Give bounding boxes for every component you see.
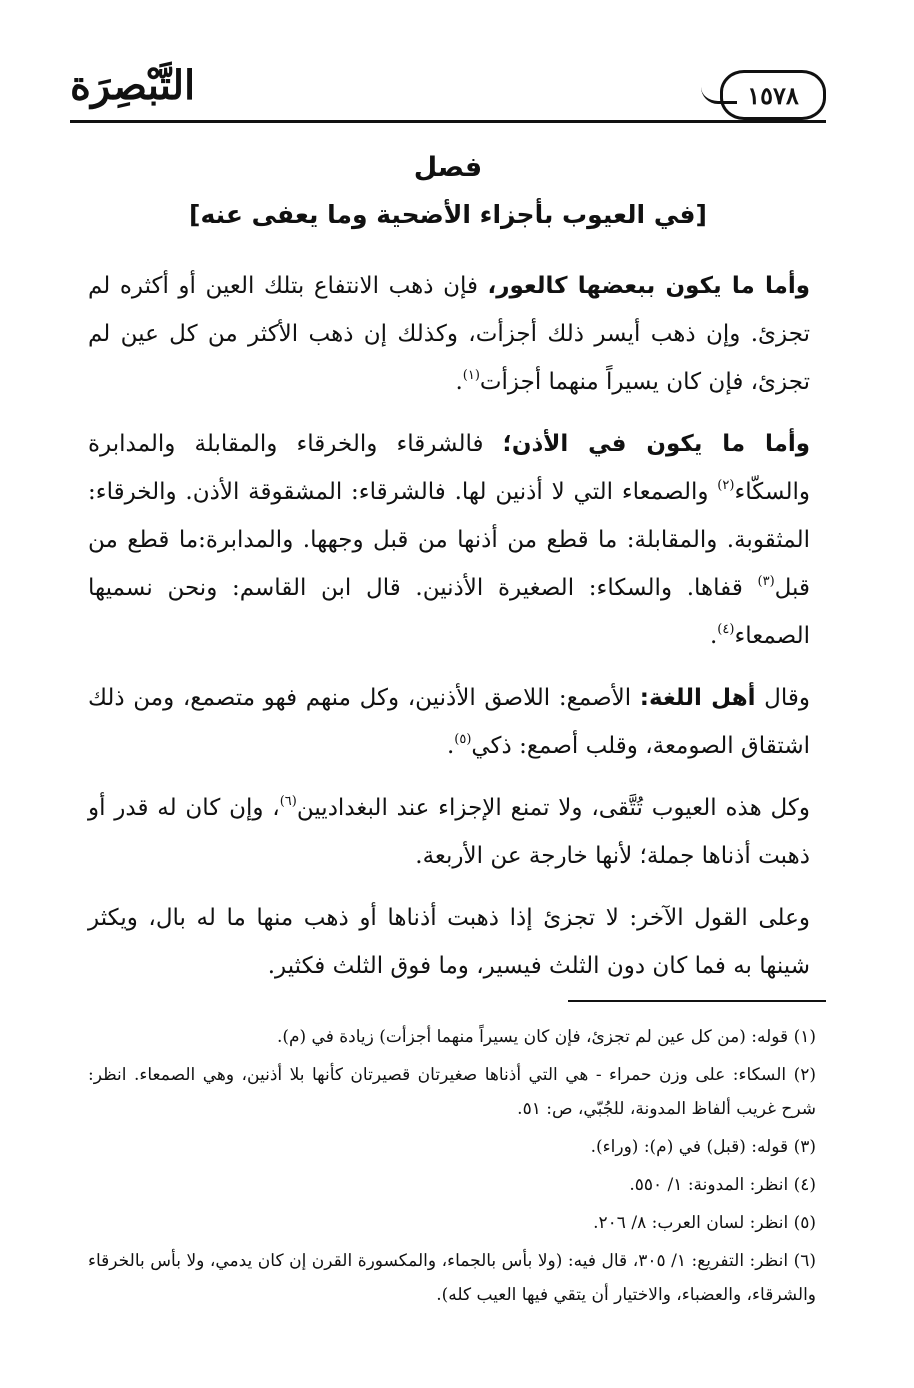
footnote-6: (٦) انظر: التفريع: ١/ ٣٠٥، قال فيه: (ولا بأس بالجماء، والمكسورة القرن إن كان يدمي، ولا بأس بالخرقاء والشرقاء، والعضباء، والاختيار أن يتقي فيها العيب كله). xyxy=(88,1251,816,1305)
header-divider xyxy=(70,120,826,123)
footnote-ref: (٥) xyxy=(454,732,472,747)
paragraph-5: وعلى القول الآخر: لا تجزئ إذا ذهبت أذناها أو ذهب منها ما له بال، ويكثر شينها به فما كان دون الثلث فيسير، وما فوق الثلث فكثير. xyxy=(88,905,810,979)
paragraph-4 xyxy=(88,784,810,880)
paragraph-end: . xyxy=(446,733,455,759)
main-text xyxy=(88,262,810,1004)
page-header xyxy=(70,58,826,124)
footnote-ref: (١) xyxy=(462,368,480,383)
footnote-1: (١) قوله: (من كل عين لم تجزئ، فإن كان يسيراً منهما أجزأت) زيادة في (م). xyxy=(276,1027,816,1047)
paragraph-lead: أهل اللغة: xyxy=(639,685,756,711)
paragraph-2 xyxy=(88,420,810,660)
paragraph-lead: وأما ما يكون ببعضها كالعور، xyxy=(487,273,811,299)
paragraph-1 xyxy=(88,262,810,406)
paragraph-end: . xyxy=(709,623,718,649)
book-title-logo: التَّبْصِرَة xyxy=(70,62,196,109)
footnote-ref: (٣) xyxy=(757,574,775,589)
paragraph-text: قفاها. والسكاء: الصغيرة الأذنين. قال ابن القاسم: ونحن نسميها الصمعاء xyxy=(88,575,810,649)
footnote-ref: (٢) xyxy=(717,478,735,493)
footnote-ref: (٤) xyxy=(717,622,735,637)
footnote-2: (٢) السكاء: على وزن حمراء - هي التي أذناها صغيرتان قصيرتان كأنها بلا أذنين، وهي الصمعاء. انظر: شرح غريب ألفاظ المدونة، للجُبّي، ص: ٥١. xyxy=(88,1065,816,1119)
paragraph-text: وقال xyxy=(755,685,810,711)
paragraph-text: وكل هذه العيوب تُتَّقى، ولا تمنع الإجزاء عند البغداديين xyxy=(296,795,810,821)
footnote-ref: (٦) xyxy=(279,794,297,809)
paragraph-3 xyxy=(88,674,810,770)
section-subtitle: [في العيوب بأجزاء الأضحية وما يعفى عنه] xyxy=(189,200,707,229)
footnote-divider xyxy=(568,1000,826,1002)
paragraph-text: ، وإن كان له قدر أو ذهبت أذناها جملة؛ لأنها خارجة عن الأربعة. xyxy=(88,795,810,869)
paragraph-text: فإن ذهب الانتفاع بتلك العين أو أكثره لم تجزئ. وإن ذهب أيسر ذلك أجزأت، وكذلك إن ذهب الأكثر من كل عين لم تجزئ، فإن كان يسيراً منهما أجزأت xyxy=(88,273,810,395)
footnote-3: (٣) قوله: (قبل) في (م): (وراء). xyxy=(590,1137,816,1157)
page-number-badge xyxy=(720,70,826,120)
footnotes xyxy=(88,1020,816,1316)
paragraph-text: والصمعاء التي لا أذنين لها. فالشرقاء: المشقوقة الأذن. والخرقاء: المثقوبة. والمقابلة: ما قطع من أذنها من قبل وجهها. والمدابرة:ما قطع من قبل xyxy=(88,479,810,601)
paragraph-text: فالشرقاء والخرقاء والمقابلة والمدابرة والسكّاء xyxy=(88,431,810,505)
page-number: ١٥٧٨ xyxy=(747,80,799,110)
footnote-4: (٤) انظر: المدونة: ١/ ٥٥٠. xyxy=(629,1175,816,1195)
section-title: فصل xyxy=(413,152,483,183)
paragraph-end: . xyxy=(455,369,463,395)
paragraph-text: الأصمع: اللاصق الأذنين، وكل منهم فهو متصمع، ومن ذلك اشتقاق الصومعة، وقلب أصمع: ذكي xyxy=(88,685,810,759)
paragraph-lead: وأما ما يكون في الأذن؛ xyxy=(502,431,810,457)
footnote-5: (٥) انظر: لسان العرب: ٨/ ٢٠٦. xyxy=(593,1213,816,1233)
